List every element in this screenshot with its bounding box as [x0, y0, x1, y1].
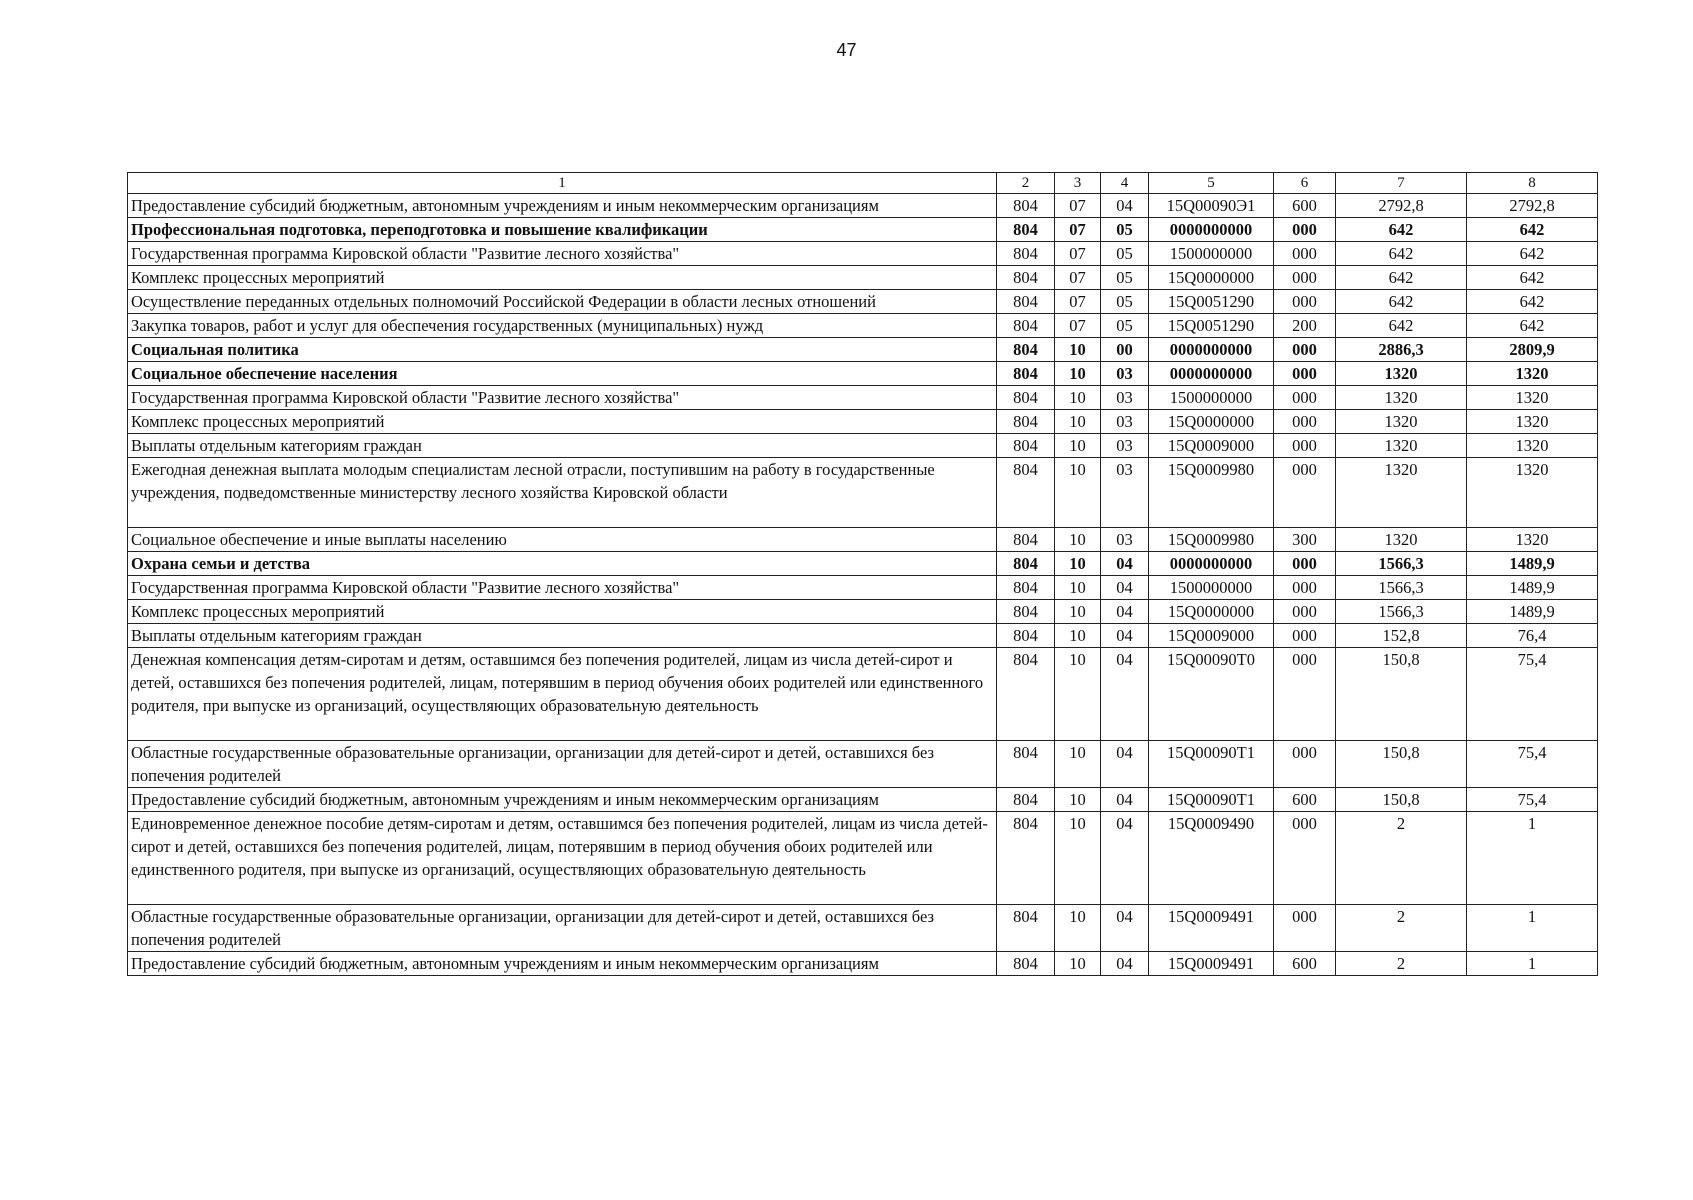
row-name-cell: Государственная программа Кировской области "Развитие лесного хозяйства"	[128, 386, 997, 410]
row-value-cell: 15Q0000000	[1149, 410, 1274, 434]
row-value-cell: 804	[997, 600, 1055, 624]
row-value-cell: 15Q0009490	[1149, 812, 1274, 905]
row-name-cell: Государственная программа Кировской области "Развитие лесного хозяйства"	[128, 242, 997, 266]
row-name-cell: Денежная компенсация детям-сиротам и детям, оставшимся без попечения родителей, лицам из числа детей-сирот и детей, оставшихся без попечения родителей, лицам, потерявшим в период обучения обоих родителей или единственного родителя, при выпуске из организаций, осуществляющих образовательную деятельность	[128, 648, 997, 741]
row-value-cell: 15Q0009491	[1149, 952, 1274, 976]
header-cell: 2	[997, 173, 1055, 194]
page-number: 47	[836, 40, 857, 60]
row-value-cell: 2792,8	[1336, 194, 1467, 218]
row-name-cell: Областные государственные образовательные организации, организации для детей-сирот и детей, оставшихся без попечения родителей	[128, 905, 997, 952]
row-value-cell: 15Q0051290	[1149, 314, 1274, 338]
header-cell: 3	[1055, 173, 1101, 194]
table-row	[128, 218, 1598, 242]
row-value-cell: 000	[1274, 386, 1336, 410]
table-row	[128, 648, 1598, 741]
row-value-cell: 000	[1274, 905, 1336, 952]
row-value-cell: 804	[997, 648, 1055, 741]
row-value-cell: 600	[1274, 194, 1336, 218]
row-value-cell: 04	[1101, 741, 1149, 788]
row-value-cell: 10	[1055, 576, 1101, 600]
row-value-cell: 04	[1101, 788, 1149, 812]
row-value-cell: 10	[1055, 338, 1101, 362]
row-value-cell: 1320	[1467, 362, 1598, 386]
row-value-cell: 804	[997, 362, 1055, 386]
row-value-cell: 1566,3	[1336, 600, 1467, 624]
row-value-cell: 804	[997, 812, 1055, 905]
row-value-cell: 04	[1101, 905, 1149, 952]
row-value-cell: 150,8	[1336, 741, 1467, 788]
row-value-cell: 000	[1274, 624, 1336, 648]
table-row	[128, 741, 1598, 788]
row-value-cell: 05	[1101, 242, 1149, 266]
row-value-cell: 1500000000	[1149, 386, 1274, 410]
header-cell: 8	[1467, 173, 1598, 194]
row-value-cell: 000	[1274, 290, 1336, 314]
table-row	[128, 434, 1598, 458]
row-value-cell: 10	[1055, 600, 1101, 624]
header-cell: 4	[1101, 173, 1149, 194]
row-value-cell: 2	[1336, 812, 1467, 905]
row-value-cell: 1320	[1336, 458, 1467, 528]
row-name-cell: Выплаты отдельным категориям граждан	[128, 624, 997, 648]
row-value-cell: 10	[1055, 458, 1101, 528]
row-value-cell: 1320	[1467, 458, 1598, 528]
row-value-cell: 10	[1055, 434, 1101, 458]
row-value-cell: 05	[1101, 314, 1149, 338]
row-value-cell: 10	[1055, 386, 1101, 410]
table-row	[128, 266, 1598, 290]
row-value-cell: 10	[1055, 905, 1101, 952]
table-row	[128, 812, 1598, 905]
row-name-cell: Социальная политика	[128, 338, 997, 362]
row-value-cell: 2	[1336, 905, 1467, 952]
row-value-cell: 804	[997, 458, 1055, 528]
row-value-cell: 804	[997, 741, 1055, 788]
row-value-cell: 1566,3	[1336, 576, 1467, 600]
row-value-cell: 00	[1101, 338, 1149, 362]
header-cell: 5	[1149, 173, 1274, 194]
row-value-cell: 000	[1274, 458, 1336, 528]
table-row	[128, 410, 1598, 434]
row-value-cell: 000	[1274, 812, 1336, 905]
row-value-cell: 04	[1101, 624, 1149, 648]
row-value-cell: 04	[1101, 812, 1149, 905]
row-value-cell: 1320	[1467, 410, 1598, 434]
row-name-cell: Предоставление субсидий бюджетным, автономным учреждениям и иным некоммерческим организациям	[128, 952, 997, 976]
row-value-cell: 04	[1101, 194, 1149, 218]
row-value-cell: 642	[1336, 242, 1467, 266]
row-value-cell: 804	[997, 410, 1055, 434]
row-value-cell: 642	[1467, 290, 1598, 314]
row-name-cell: Профессиональная подготовка, переподготовка и повышение квалификации	[128, 218, 997, 242]
row-value-cell: 03	[1101, 410, 1149, 434]
table-row	[128, 600, 1598, 624]
row-value-cell: 804	[997, 242, 1055, 266]
table-row	[128, 552, 1598, 576]
row-value-cell: 000	[1274, 242, 1336, 266]
row-value-cell: 150,8	[1336, 648, 1467, 741]
row-value-cell: 1	[1467, 812, 1598, 905]
row-name-cell: Предоставление субсидий бюджетным, автономным учреждениям и иным некоммерческим организациям	[128, 194, 997, 218]
row-value-cell: 03	[1101, 362, 1149, 386]
row-name-cell: Закупка товаров, работ и услуг для обеспечения государственных (муниципальных) нужд	[128, 314, 997, 338]
row-value-cell: 15Q00090T0	[1149, 648, 1274, 741]
row-name-cell: Охрана семьи и детства	[128, 552, 997, 576]
row-value-cell: 75,4	[1467, 788, 1598, 812]
row-value-cell: 15Q0009000	[1149, 624, 1274, 648]
row-value-cell: 10	[1055, 648, 1101, 741]
row-value-cell: 75,4	[1467, 648, 1598, 741]
row-value-cell: 15Q00090Э1	[1149, 194, 1274, 218]
row-value-cell: 642	[1467, 218, 1598, 242]
row-value-cell: 1	[1467, 905, 1598, 952]
row-value-cell: 15Q0009980	[1149, 528, 1274, 552]
row-name-cell: Социальное обеспечение населения	[128, 362, 997, 386]
table-row	[128, 624, 1598, 648]
row-value-cell: 000	[1274, 266, 1336, 290]
table-header-row	[128, 173, 1598, 194]
row-name-cell: Комплекс процессных мероприятий	[128, 266, 997, 290]
row-value-cell: 642	[1336, 266, 1467, 290]
row-name-cell: Выплаты отдельным категориям граждан	[128, 434, 997, 458]
row-name-cell: Комплекс процессных мероприятий	[128, 410, 997, 434]
table-row	[128, 528, 1598, 552]
row-value-cell: 642	[1467, 266, 1598, 290]
table-row	[128, 788, 1598, 812]
row-value-cell: 0000000000	[1149, 552, 1274, 576]
row-name-cell: Ежегодная денежная выплата молодым специалистам лесной отрасли, поступившим на работу в государственные учреждения, подведомственные министерству лесного хозяйства Кировской области	[128, 458, 997, 528]
row-value-cell: 1320	[1467, 434, 1598, 458]
row-value-cell: 03	[1101, 458, 1149, 528]
row-value-cell: 150,8	[1336, 788, 1467, 812]
row-value-cell: 642	[1336, 290, 1467, 314]
row-value-cell: 804	[997, 528, 1055, 552]
row-value-cell: 15Q0009491	[1149, 905, 1274, 952]
row-value-cell: 15Q00090T1	[1149, 788, 1274, 812]
row-value-cell: 04	[1101, 648, 1149, 741]
row-value-cell: 600	[1274, 952, 1336, 976]
row-value-cell: 2809,9	[1467, 338, 1598, 362]
row-value-cell: 15Q0009000	[1149, 434, 1274, 458]
table-row	[128, 952, 1598, 976]
row-value-cell: 05	[1101, 218, 1149, 242]
row-value-cell: 1320	[1467, 528, 1598, 552]
row-value-cell: 10	[1055, 624, 1101, 648]
row-value-cell: 1500000000	[1149, 576, 1274, 600]
table-row	[128, 242, 1598, 266]
row-value-cell: 000	[1274, 648, 1336, 741]
row-value-cell: 03	[1101, 386, 1149, 410]
row-value-cell: 000	[1274, 218, 1336, 242]
row-value-cell: 600	[1274, 788, 1336, 812]
table-row	[128, 386, 1598, 410]
row-value-cell: 000	[1274, 410, 1336, 434]
row-value-cell: 75,4	[1467, 741, 1598, 788]
row-value-cell: 1320	[1336, 386, 1467, 410]
row-name-cell: Осуществление переданных отдельных полномочий Российской Федерации в области лесных отношений	[128, 290, 997, 314]
row-value-cell: 804	[997, 434, 1055, 458]
row-value-cell: 10	[1055, 741, 1101, 788]
row-name-cell: Комплекс процессных мероприятий	[128, 600, 997, 624]
row-value-cell: 15Q0051290	[1149, 290, 1274, 314]
row-value-cell: 642	[1336, 314, 1467, 338]
row-value-cell: 2886,3	[1336, 338, 1467, 362]
row-value-cell: 804	[997, 624, 1055, 648]
header-cell: 1	[128, 173, 997, 194]
row-value-cell: 804	[997, 218, 1055, 242]
row-value-cell: 10	[1055, 788, 1101, 812]
row-name-cell: Единовременное денежное пособие детям-сиротам и детям, оставшимся без попечения родителей, лицам из числа детей-сирот и детей, оставшихся без попечения родителей, лицам, потерявшим в период обучения обоих родителей или единственного родителя, при выпуске из организаций, осуществляющих образовательную деятельность	[128, 812, 997, 905]
row-value-cell: 642	[1467, 314, 1598, 338]
row-value-cell: 07	[1055, 314, 1101, 338]
row-value-cell: 1489,9	[1467, 552, 1598, 576]
table-row	[128, 314, 1598, 338]
row-value-cell: 0000000000	[1149, 218, 1274, 242]
row-value-cell: 000	[1274, 362, 1336, 386]
row-value-cell: 05	[1101, 266, 1149, 290]
row-value-cell: 804	[997, 576, 1055, 600]
row-value-cell: 04	[1101, 552, 1149, 576]
row-value-cell: 000	[1274, 741, 1336, 788]
row-value-cell: 000	[1274, 576, 1336, 600]
row-value-cell: 0000000000	[1149, 362, 1274, 386]
row-value-cell: 10	[1055, 812, 1101, 905]
row-value-cell: 07	[1055, 242, 1101, 266]
row-value-cell: 1489,9	[1467, 576, 1598, 600]
row-name-cell: Социальное обеспечение и иные выплаты населению	[128, 528, 997, 552]
row-value-cell: 804	[997, 386, 1055, 410]
row-value-cell: 1	[1467, 952, 1598, 976]
row-value-cell: 04	[1101, 600, 1149, 624]
row-value-cell: 642	[1467, 242, 1598, 266]
row-value-cell: 15Q0000000	[1149, 266, 1274, 290]
row-value-cell: 10	[1055, 362, 1101, 386]
row-value-cell: 15Q0009980	[1149, 458, 1274, 528]
row-value-cell: 15Q0000000	[1149, 600, 1274, 624]
row-value-cell: 000	[1274, 600, 1336, 624]
row-value-cell: 76,4	[1467, 624, 1598, 648]
row-value-cell: 05	[1101, 290, 1149, 314]
row-value-cell: 152,8	[1336, 624, 1467, 648]
row-value-cell: 804	[997, 314, 1055, 338]
row-value-cell: 200	[1274, 314, 1336, 338]
budget-table	[127, 172, 1598, 976]
row-value-cell: 804	[997, 194, 1055, 218]
row-value-cell: 10	[1055, 410, 1101, 434]
table-row	[128, 338, 1598, 362]
row-value-cell: 10	[1055, 952, 1101, 976]
row-value-cell: 07	[1055, 266, 1101, 290]
row-value-cell: 804	[997, 338, 1055, 362]
row-value-cell: 804	[997, 905, 1055, 952]
row-value-cell: 07	[1055, 290, 1101, 314]
row-value-cell: 804	[997, 952, 1055, 976]
header-cell: 6	[1274, 173, 1336, 194]
row-value-cell: 2792,8	[1467, 194, 1598, 218]
row-value-cell: 1320	[1336, 528, 1467, 552]
row-value-cell: 1500000000	[1149, 242, 1274, 266]
row-value-cell: 642	[1336, 218, 1467, 242]
table-row	[128, 905, 1598, 952]
header-cell: 7	[1336, 173, 1467, 194]
row-value-cell: 04	[1101, 952, 1149, 976]
table-row	[128, 458, 1598, 528]
row-value-cell: 2	[1336, 952, 1467, 976]
row-value-cell: 03	[1101, 434, 1149, 458]
table-row	[128, 290, 1598, 314]
row-value-cell: 804	[997, 290, 1055, 314]
table-row	[128, 362, 1598, 386]
row-value-cell: 1320	[1467, 386, 1598, 410]
row-value-cell: 0000000000	[1149, 338, 1274, 362]
row-value-cell: 000	[1274, 434, 1336, 458]
row-name-cell: Государственная программа Кировской области "Развитие лесного хозяйства"	[128, 576, 997, 600]
row-value-cell: 804	[997, 266, 1055, 290]
row-value-cell: 000	[1274, 552, 1336, 576]
row-value-cell: 804	[997, 552, 1055, 576]
row-value-cell: 03	[1101, 528, 1149, 552]
row-value-cell: 1489,9	[1467, 600, 1598, 624]
row-value-cell: 1320	[1336, 362, 1467, 386]
row-value-cell: 07	[1055, 218, 1101, 242]
row-name-cell: Областные государственные образовательные организации, организации для детей-сирот и детей, оставшихся без попечения родителей	[128, 741, 997, 788]
row-value-cell: 1320	[1336, 434, 1467, 458]
row-value-cell: 1320	[1336, 410, 1467, 434]
row-value-cell: 1566,3	[1336, 552, 1467, 576]
row-value-cell: 10	[1055, 552, 1101, 576]
row-name-cell: Предоставление субсидий бюджетным, автономным учреждениям и иным некоммерческим организациям	[128, 788, 997, 812]
row-value-cell: 300	[1274, 528, 1336, 552]
row-value-cell: 04	[1101, 576, 1149, 600]
row-value-cell: 15Q00090T1	[1149, 741, 1274, 788]
table-row	[128, 194, 1598, 218]
row-value-cell: 07	[1055, 194, 1101, 218]
row-value-cell: 000	[1274, 338, 1336, 362]
row-value-cell: 10	[1055, 528, 1101, 552]
row-value-cell: 804	[997, 788, 1055, 812]
table-row	[128, 576, 1598, 600]
